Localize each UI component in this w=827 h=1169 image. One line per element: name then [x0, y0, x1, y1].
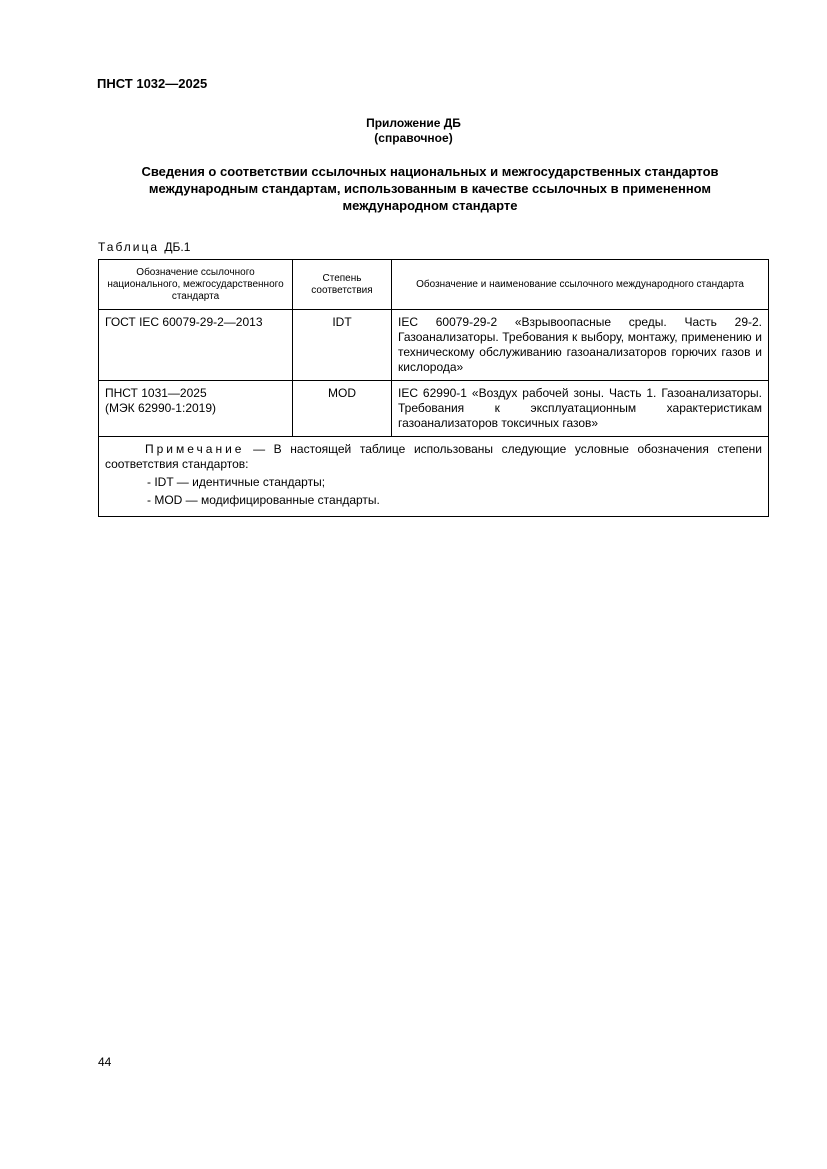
national-standard-equivalent: (МЭК 62990-1:2019): [105, 401, 217, 415]
degree-cell: IDT: [293, 310, 392, 381]
note-label: Примечание: [145, 442, 245, 456]
note-item-mod: - MOD — модифицированные стандарты.: [147, 493, 380, 507]
national-standard: ГОСТ IEC 60079-29-2—2013: [105, 315, 263, 329]
degree-cell: MOD: [293, 381, 392, 437]
note-text: — В настоящей таблице использованы следующие условные обозначения степени соответствия стандартов:: [105, 442, 762, 471]
table-caption-label: Таблица: [98, 240, 160, 254]
page-number: 44: [98, 1055, 112, 1069]
note-paragraph: [105, 442, 762, 472]
note-item-idt: - IDT — идентичные стандарты;: [147, 475, 326, 489]
appendix-subtitle: (справочное): [374, 131, 453, 145]
international-standard-cell: IEC 62990-1 «Воздух рабочей зоны. Часть 1. Газоанализаторы. Требования к эксплуатационным характеристикам газоанализаторов токсичных газов»: [392, 381, 769, 437]
national-standard-cell: [99, 381, 293, 437]
appendix-header: [0, 116, 827, 146]
table-note-row: [99, 437, 769, 517]
national-standard: ПНСТ 1031—2025: [105, 386, 207, 400]
header-international-standard: Обозначение и наименование ссылочного международного стандарта: [392, 260, 769, 310]
header-degree: Степень соответствия: [293, 260, 392, 310]
table-note: [99, 437, 769, 517]
national-standard-cell: [99, 310, 293, 381]
table-caption-number: ДБ.1: [164, 240, 191, 254]
table-row: [99, 381, 769, 437]
table-header-row: [99, 260, 769, 310]
international-standard-cell: IEC 60079-29-2 «Взрывоопасные среды. Часть 29-2. Газоанализаторы. Требования к выбору, монтажу, применению и техническому обслуживанию газоанализаторов горючих газов и кислорода»: [392, 310, 769, 381]
standards-table: [98, 259, 769, 517]
section-heading: Сведения о соответствии ссылочных национальных и межгосударственных стандартов международным стандартам, использованным в качестве ссылочных в примененном международном стандарте: [141, 164, 719, 213]
document-code: ПНСТ 1032—2025: [97, 76, 208, 91]
table-row: [99, 310, 769, 381]
table-caption: [98, 240, 190, 254]
header-national-standard: Обозначение ссылочного национального, межгосударственного стандарта: [99, 260, 293, 310]
appendix-title: Приложение ДБ: [366, 116, 461, 130]
